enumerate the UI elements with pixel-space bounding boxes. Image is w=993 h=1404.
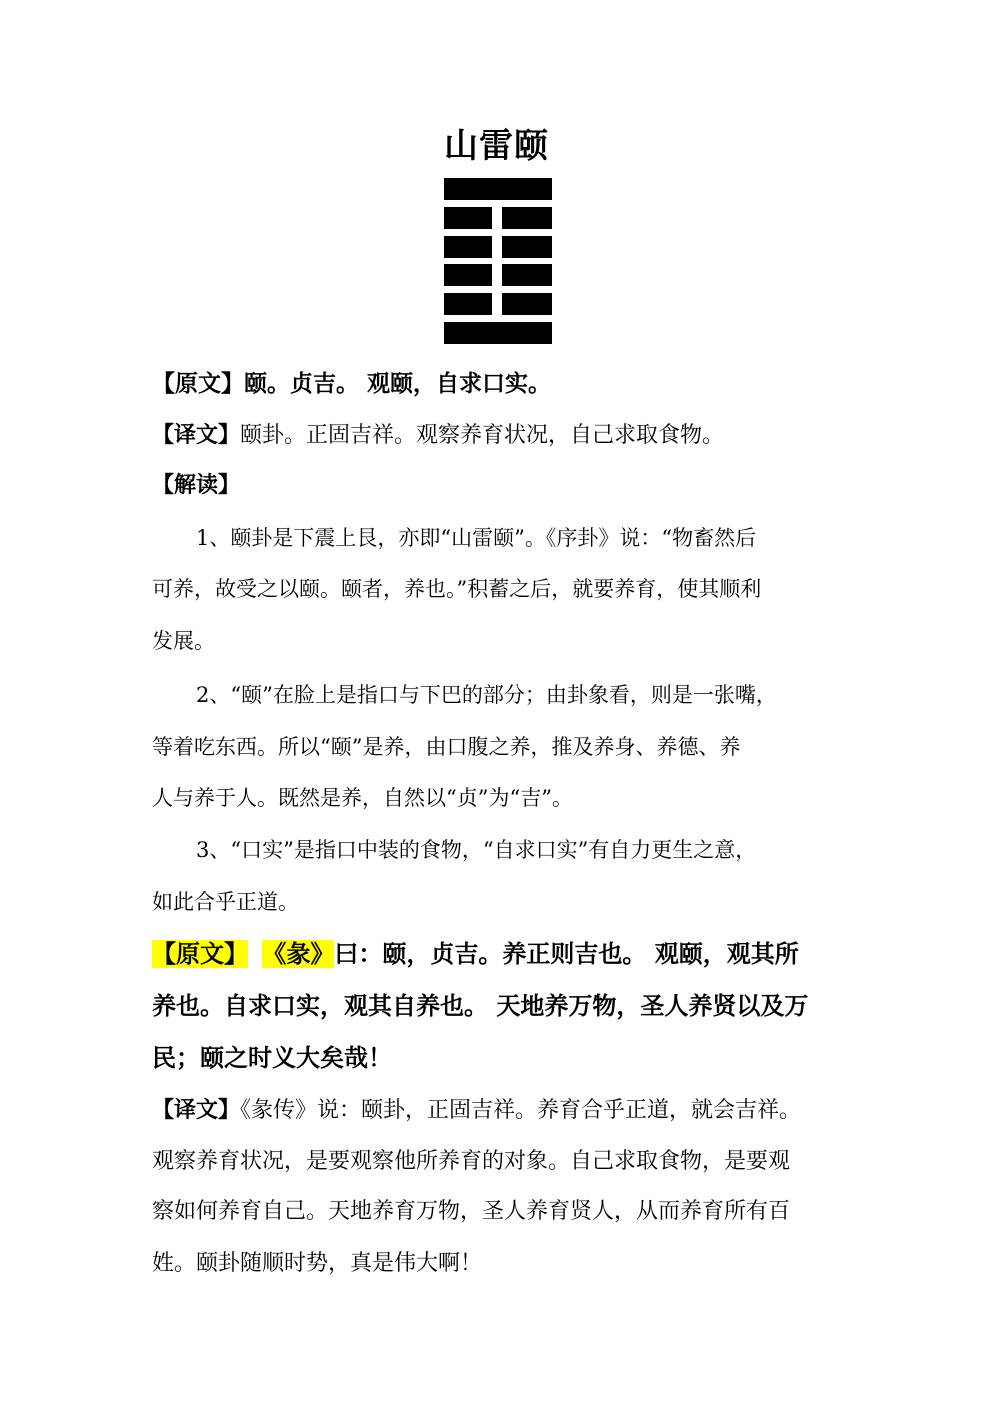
tuan-translation-line: 察如何养育自己。天地养育万物，圣人养育贤人，从而养育所有百 [152, 1199, 791, 1224]
tuan-translation-line: 姓。颐卦随顺时势，真是伟大啊！ [152, 1251, 483, 1276]
tuan-original-line: 民；颐之时义大矣哉！ [152, 1044, 392, 1072]
translation-tag: 【译文】 [152, 423, 241, 448]
tuan-translation-line [152, 1095, 852, 1127]
hexagram-yi-icon [444, 178, 552, 344]
interp-line: 等着吃东西。所以“颐”是养，由口腹之养，推及养身、养德、养 [152, 735, 741, 759]
yang-line [444, 178, 552, 200]
tuan-book-tag: 《彖》 [262, 940, 335, 968]
yin-line [444, 207, 552, 229]
interp-line: 3、“口实”是指口中装的食物，“自求口实”有自力更生之意， [196, 838, 757, 862]
tuan-translation-text: 《彖传》说：颐卦，正固吉祥。养育合乎正道，就会吉祥。 [240, 1098, 802, 1123]
translation-line [152, 420, 852, 452]
original-text-line [152, 368, 852, 400]
tuan-original-line [152, 936, 852, 972]
interp-line: 1、颐卦是下震上艮，亦即“山雷颐”。《序卦》说：“物畜然后 [196, 526, 757, 550]
tuan-original-line: 养也。自求口实，观其自养也。 天地养万物，圣人养贤以及万 [152, 992, 809, 1020]
interp-line: 发展。 [152, 629, 215, 653]
original-tag: 【原文】 [152, 371, 244, 397]
yin-line [444, 264, 552, 286]
interp-line: 可养，故受之以颐。颐者，养也。”积蓄之后，就要养育，使其顺利 [152, 577, 762, 601]
yin-line [444, 236, 552, 258]
interp-line: 人与养于人。既然是养，自然以“贞”为“吉”。 [152, 786, 573, 810]
tuan-original-text: 曰：颐，贞吉。养正则吉也。 观颐，观其所 [334, 940, 799, 968]
yang-line [444, 322, 552, 344]
yin-line [444, 293, 552, 315]
interp-line: 2、“颐”在脸上是指口与下巴的部分；由卦象看，则是一张嘴， [196, 683, 777, 707]
interpretation-heading: 【解读】 [152, 473, 241, 498]
original-text: 颐。贞吉。 观颐，自求口实。 [244, 371, 552, 397]
tuan-translation-tag: 【译文】 [152, 1098, 241, 1123]
tuan-translation-line: 观察养育状况，是要观察他所养育的对象。自己求取食物，是要观 [152, 1149, 791, 1174]
tuan-original-tag: 【原文】 [152, 940, 248, 968]
translation-text: 颐卦。正固吉祥。观察养育状况，自己求取食物。 [240, 423, 725, 448]
interp-line: 如此合乎正道。 [152, 890, 299, 914]
page-title: 山雷颐 [444, 126, 549, 166]
